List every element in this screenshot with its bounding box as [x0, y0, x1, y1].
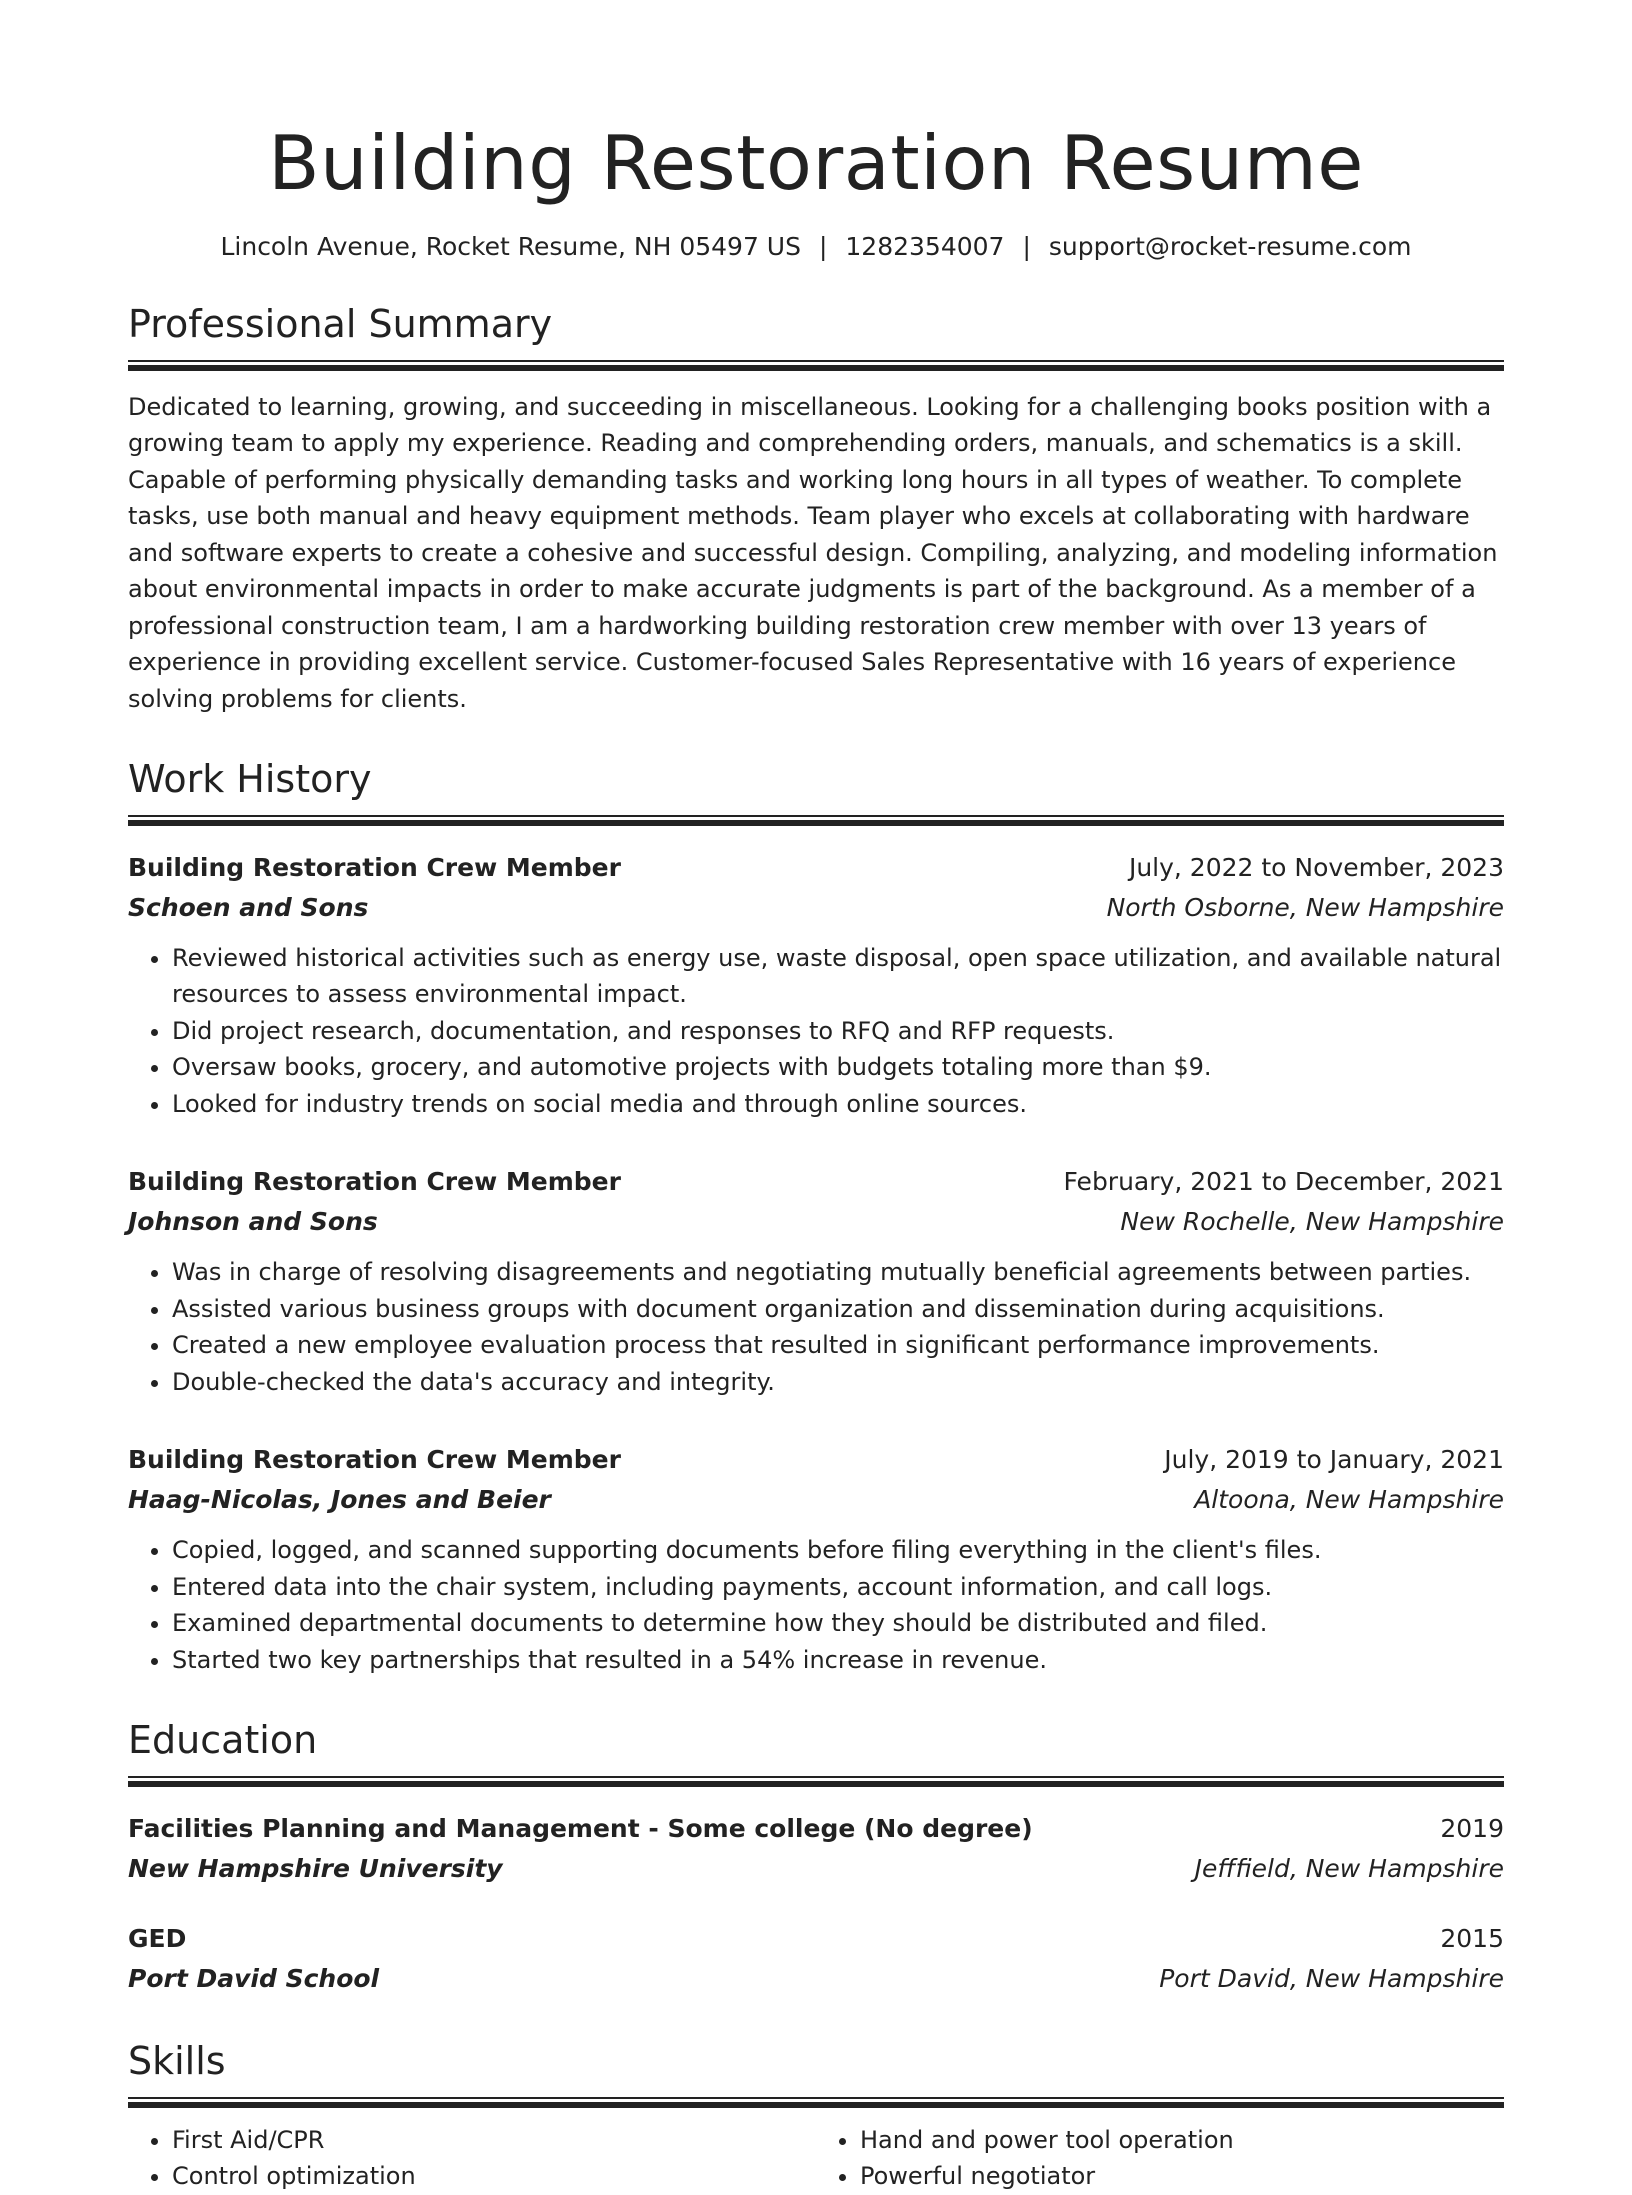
contact-separator: | — [818, 232, 828, 262]
section-divider — [128, 360, 1504, 371]
section-divider — [128, 1776, 1504, 1787]
job-entry — [128, 1440, 1504, 1678]
contact-line — [128, 232, 1504, 262]
education-degree: Facilities Planning and Management - Some college (No degree) — [128, 1814, 1033, 1844]
summary-heading: Professional Summary — [128, 302, 553, 347]
skills-heading: Skills — [128, 2039, 226, 2084]
job-dates: July, 2019 to January, 2021 — [1164, 1445, 1504, 1475]
job-bullet: • Double-checked the data's accuracy and integrity. — [172, 1364, 1504, 1401]
job-dates: July, 2022 to November, 2023 — [1128, 852, 1504, 882]
resume-title: Building Restoration Resume — [268, 119, 1364, 207]
job-company: Schoen and Sons — [128, 892, 369, 922]
skill-item: • Powerful negotiator — [860, 2158, 1504, 2195]
section-divider — [128, 2097, 1504, 2108]
education-school: Port David School — [128, 1964, 380, 1994]
education-entry — [128, 1919, 1504, 1999]
job-company: Haag-Nicolas, Jones and Beier — [128, 1485, 551, 1515]
education-heading: Education — [128, 1718, 318, 1763]
job-bullet: • Examined departmental documents to determine how they should be distributed and filed. — [172, 1605, 1504, 1642]
job-location: Altoona, New Hampshire — [1194, 1485, 1504, 1515]
skills-section — [128, 2039, 1504, 2195]
education-year: 2015 — [1440, 1924, 1504, 1954]
job-bullet: • Created a new employee evaluation process that resulted in significant performance improvements. — [172, 1327, 1504, 1364]
contact-separator: | — [1022, 232, 1031, 262]
job-bullets — [128, 940, 1504, 1123]
education-degree: GED — [128, 1924, 187, 1954]
job-dates: February, 2021 to December, 2021 — [1063, 1167, 1504, 1197]
job-bullet: • Looked for industry trends on social media and through online sources. — [172, 1086, 1504, 1123]
education-year: 2019 — [1440, 1814, 1504, 1844]
job-company: Johnson and Sons — [128, 1207, 378, 1237]
job-bullet: • Assisted various business groups with document organization and dissemination during acquisitions. — [172, 1291, 1504, 1328]
job-bullet: • Copied, logged, and scanned supporting documents before filing everything in the client's files. — [172, 1532, 1504, 1569]
education-location: Jefffield, New Hampshire — [1194, 1854, 1504, 1884]
summary-section — [128, 302, 1504, 717]
skills-column-left — [128, 2122, 816, 2195]
skills-column-right — [816, 2122, 1504, 2195]
skill-item: • First Aid/CPR — [172, 2122, 816, 2159]
education-section — [128, 1718, 1504, 1999]
skills-list — [128, 2122, 1504, 2195]
job-bullet: • Did project research, documentation, and responses to RFQ and RFP requests. — [172, 1013, 1504, 1050]
job-bullets — [128, 1254, 1504, 1400]
education-location: Port David, New Hampshire — [1159, 1964, 1504, 1994]
job-entry — [128, 848, 1504, 1123]
job-bullets — [128, 1532, 1504, 1678]
job-title: Building Restoration Crew Member — [128, 1167, 621, 1197]
work-heading: Work History — [128, 757, 372, 802]
contact-phone: 1282354007 — [845, 232, 1005, 262]
job-bullet: • Entered data into the chair system, including payments, account information, and call logs. — [172, 1569, 1504, 1606]
job-entry — [128, 1162, 1504, 1400]
skill-item: • Control optimization — [172, 2158, 816, 2195]
education-school: New Hampshire University — [128, 1854, 503, 1884]
job-title: Building Restoration Crew Member — [128, 1445, 621, 1475]
contact-address: Lincoln Avenue, Rocket Resume, NH 05497 US — [220, 232, 801, 262]
contact-email: support@rocket-resume.com — [1048, 232, 1412, 262]
job-bullet: • Started two key partnerships that resulted in a 54% increase in revenue. — [172, 1642, 1504, 1679]
education-entry — [128, 1809, 1504, 1889]
job-bullet: • Oversaw books, grocery, and automotive projects with budgets totaling more than $9. — [172, 1049, 1504, 1086]
job-bullet: • Was in charge of resolving disagreements and negotiating mutually beneficial agreements between parties. — [172, 1254, 1504, 1291]
job-title: Building Restoration Crew Member — [128, 852, 621, 882]
skill-item: • Hand and power tool operation — [860, 2122, 1504, 2159]
section-divider — [128, 815, 1504, 826]
work-section — [128, 757, 1504, 1678]
job-location: New Rochelle, New Hampshire — [1120, 1207, 1504, 1237]
job-location: North Osborne, New Hampshire — [1106, 892, 1504, 922]
summary-text: Dedicated to learning, growing, and succeeding in miscellaneous. Looking for a challenging books position with a growing team to apply my experience. Reading and comprehending orders, manuals, and schematics is a skill. Capable of performing physically demanding tasks and working long hours in all types of weather. To complete tasks, use both manual and heavy equipment methods. Team player who excels at collaborating with hardware and software experts to create a cohesive and successful design. Compiling, analyzing, and modeling information about environmental impacts in order to make accurate judgments is part of the background. As a member of a professional construction team, I am a hardworking building restoration crew member with over 13 years of experience in providing excellent service. Customer-focused Sales Representative with 16 years of experience solving problems for clients. — [128, 392, 1498, 713]
job-bullet: • Reviewed historical activities such as energy use, waste disposal, open space utilization, and available natural resources to assess environmental impact. — [172, 940, 1504, 1013]
